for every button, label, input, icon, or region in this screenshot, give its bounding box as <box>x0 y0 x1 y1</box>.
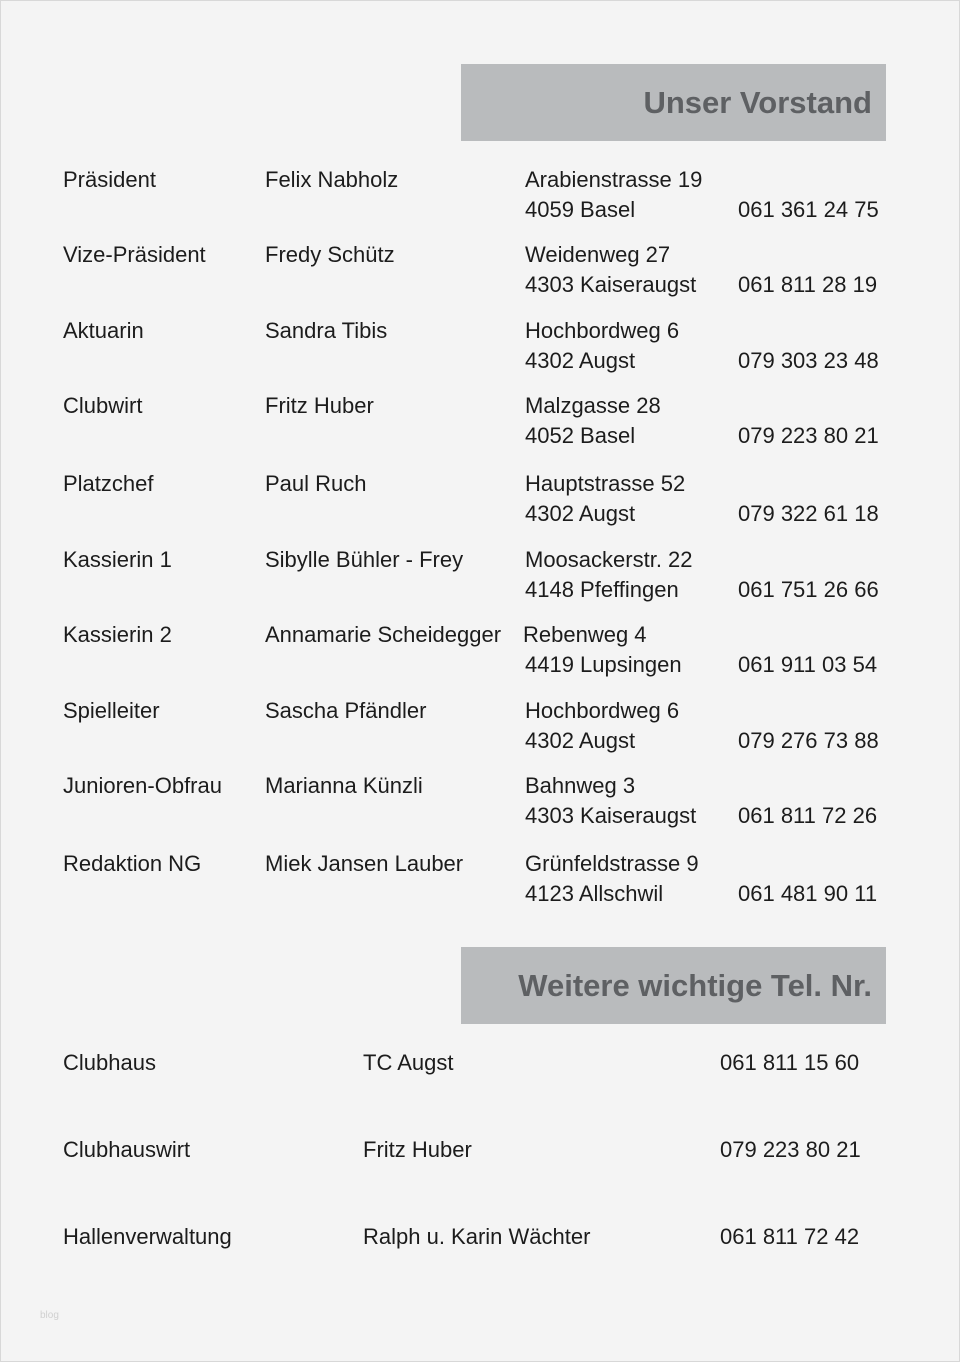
vorstand-phone: 079 322 61 18 <box>738 501 879 526</box>
vorstand-header <box>461 64 886 141</box>
vorstand-phone: 061 811 28 19 <box>738 272 878 297</box>
weitere-header <box>461 947 886 1024</box>
vorstand-name: Fredy Schütz <box>265 242 395 267</box>
vorstand-name: Fritz Huber <box>265 393 374 418</box>
vorstand-name: Miek Jansen Lauber <box>265 851 464 876</box>
vorstand-city: 4303 Kaiseraugst <box>525 803 697 828</box>
weitere-phone: 061 811 72 42 <box>720 1224 860 1249</box>
vorstand-city: 4148 Pfeffingen <box>525 577 679 602</box>
vorstand-role: Kassierin 2 <box>63 622 172 647</box>
vorstand-city: 4123 Allschwil <box>525 881 664 906</box>
vorstand-street: Rebenweg 4 <box>523 622 647 647</box>
vorstand-city: 4303 Kaiseraugst <box>525 272 697 297</box>
vorstand-street: Grünfeldstrasse 9 <box>525 851 699 876</box>
vorstand-street: Hauptstrasse 52 <box>525 471 686 496</box>
vorstand-role: Clubwirt <box>63 393 143 418</box>
weitere-name: TC Augst <box>363 1050 454 1075</box>
vorstand-street: Moosackerstr. 22 <box>525 547 693 572</box>
vorstand-name: Sibylle Bühler - Frey <box>265 547 464 572</box>
weitere-name: Ralph u. Karin Wächter <box>363 1224 591 1249</box>
vorstand-city: 4419 Lupsingen <box>525 652 682 677</box>
vorstand-phone: 061 811 72 26 <box>738 803 878 828</box>
vorstand-phone: 079 223 80 21 <box>738 423 879 448</box>
vorstand-phone: 079 303 23 48 <box>738 348 879 373</box>
vorstand-street: Hochbordweg 6 <box>525 698 680 723</box>
vorstand-phone: 061 911 03 54 <box>738 652 878 677</box>
weitere-name: Fritz Huber <box>363 1137 472 1162</box>
vorstand-city: 4302 Augst <box>525 348 636 373</box>
vorstand-name: Marianna Künzli <box>265 773 423 798</box>
vorstand-street: Weidenweg 27 <box>525 242 671 267</box>
vorstand-role: Platzchef <box>63 471 154 496</box>
vorstand-role: Kassierin 1 <box>63 547 172 572</box>
vorstand-role: Redaktion NG <box>63 851 202 876</box>
vorstand-phone: 061 751 26 66 <box>738 577 879 602</box>
vorstand-name: Annamarie Scheidegger <box>265 622 502 647</box>
vorstand-city: 4302 Augst <box>525 501 636 526</box>
vorstand-street: Bahnweg 3 <box>525 773 636 798</box>
vorstand-title: Unser Vorstand <box>643 84 872 120</box>
vorstand-city: 4059 Basel <box>525 197 636 222</box>
weitere-phone: 061 811 15 60 <box>720 1050 860 1075</box>
weitere-phone: 079 223 80 21 <box>720 1137 861 1162</box>
vorstand-role: Präsident <box>63 167 156 192</box>
vorstand-name: Felix Nabholz <box>265 167 399 192</box>
vorstand-street: Hochbordweg 6 <box>525 318 680 343</box>
vorstand-city: 4302 Augst <box>525 728 636 753</box>
vorstand-street: Arabienstrasse 19 <box>525 167 703 192</box>
weitere-label: Hallenverwaltung <box>63 1224 232 1249</box>
watermark: blog <box>40 1310 59 1321</box>
vorstand-name: Paul Ruch <box>265 471 367 496</box>
vorstand-role: Aktuarin <box>63 318 144 343</box>
vorstand-phone: 061 361 24 75 <box>738 197 879 222</box>
weitere-label: Clubhauswirt <box>63 1137 191 1162</box>
vorstand-phone: 061 481 90 11 <box>738 881 878 906</box>
vorstand-role: Vize-Präsident <box>63 242 206 267</box>
vorstand-phone: 079 276 73 88 <box>738 728 879 753</box>
vorstand-name: Sandra Tibis <box>265 318 388 343</box>
weitere-label: Clubhaus <box>63 1050 156 1075</box>
weitere-title: Weitere wichtige Tel. Nr. <box>518 967 872 1003</box>
vorstand-role: Junioren-Obfrau <box>63 773 222 798</box>
vorstand-role: Spielleiter <box>63 698 160 723</box>
vorstand-street: Malzgasse 28 <box>525 393 661 418</box>
vorstand-name: Sascha Pfändler <box>265 698 427 723</box>
vorstand-city: 4052 Basel <box>525 423 636 448</box>
